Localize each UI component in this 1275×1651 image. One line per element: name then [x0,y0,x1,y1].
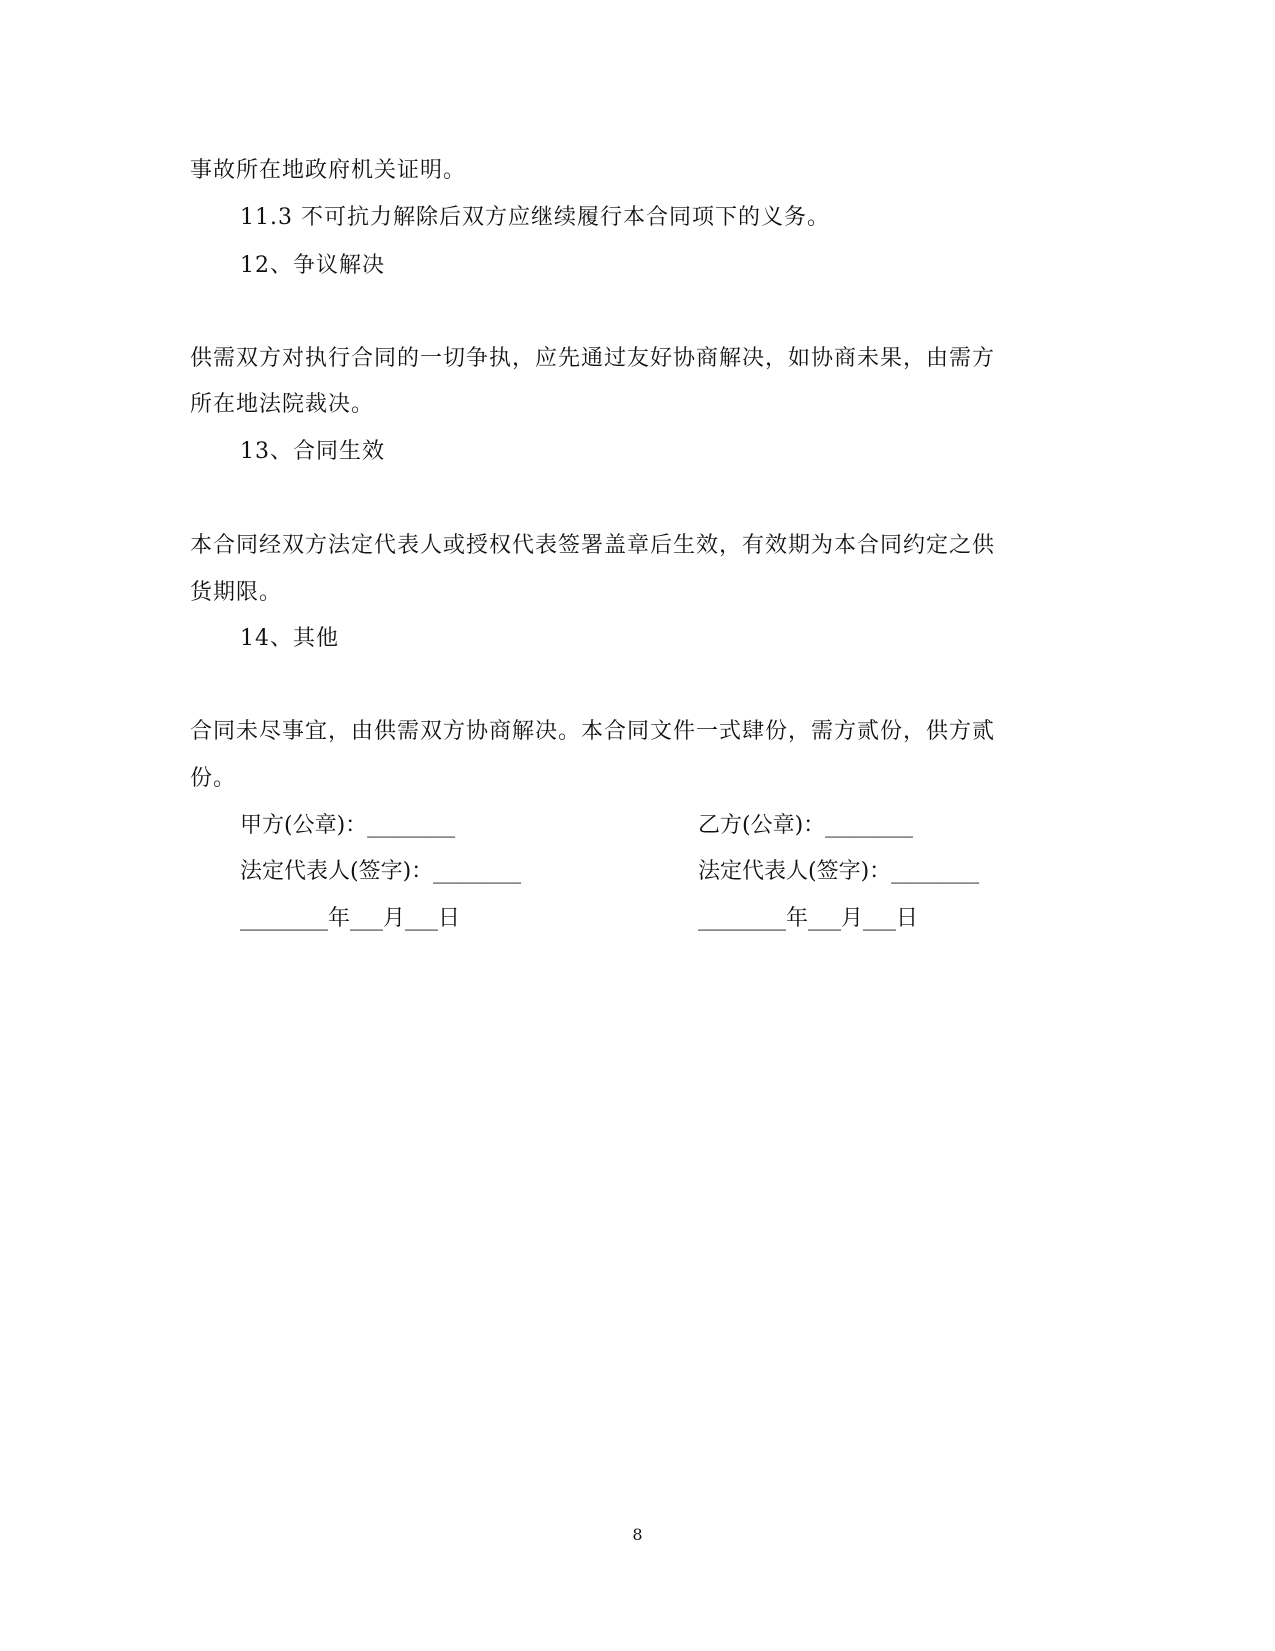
paragraph-line: 事故所在地政府机关证明。 [190,158,467,183]
party-a-seal: 甲方(公章)：________ [240,813,456,838]
section-heading-12: 12、争议解决 [240,253,385,278]
section-heading-14: 14、其他 [240,626,339,651]
paragraph-line: 货期限。 [190,580,283,605]
paragraph-line: 所在地法院裁决。 [190,392,375,417]
party-b-date: ________年___月___日 [698,906,919,931]
party-a-representative: 法定代表人(签字)：________ [240,859,522,884]
paragraph-line: 份。 [190,766,237,791]
page-number: 8 [632,1525,643,1544]
party-b-seal: 乙方(公章)：________ [698,813,914,838]
paragraph-line: 合同未尽事宜，由供需双方协商解决。本合同文件一式肆份，需方贰份，供方贰 [190,719,996,744]
paragraph-line: 供需双方对执行合同的一切争执，应先通过友好协商解决，如协商未果，由需方 [190,346,996,371]
party-a-date: ________年___月___日 [240,906,461,931]
clause-11-3: 11.3 不可抗力解除后双方应继续履行本合同项下的义务。 [240,205,830,230]
section-heading-13: 13、合同生效 [240,439,385,464]
paragraph-line: 本合同经双方法定代表人或授权代表签署盖章后生效，有效期为本合同约定之供 [190,533,996,558]
party-b-representative: 法定代表人(签字)：________ [698,859,980,884]
